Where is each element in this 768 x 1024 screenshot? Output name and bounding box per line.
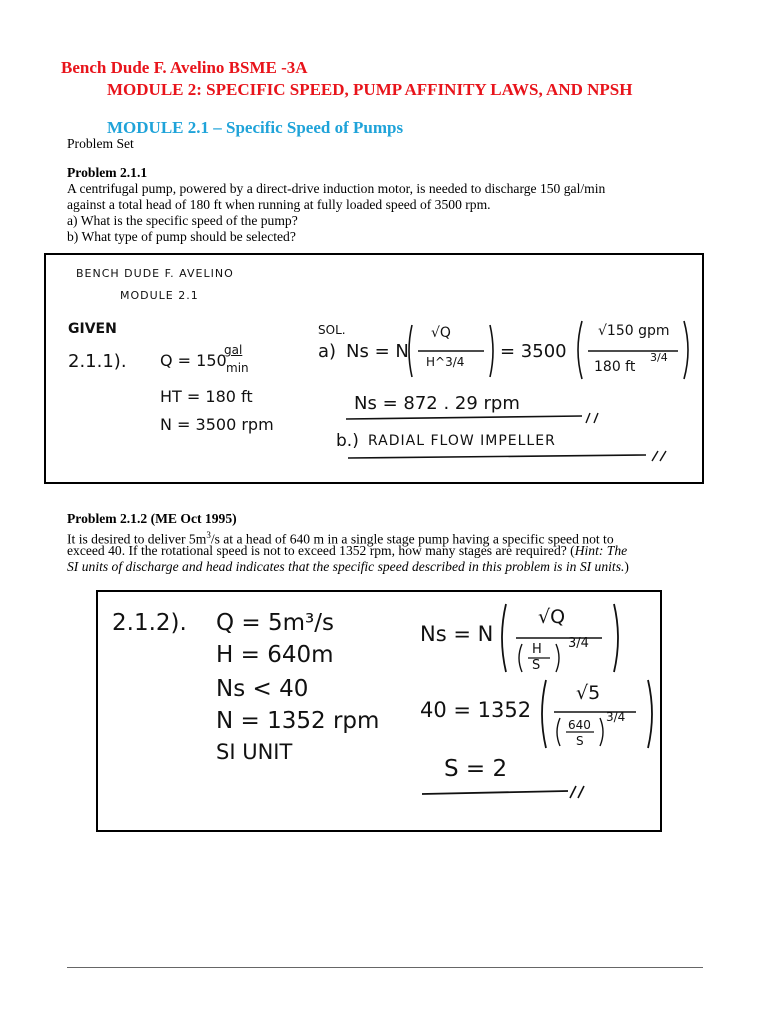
solution-1-ns-equation: Ns = N xyxy=(346,341,409,362)
solution-1-answer-underline xyxy=(346,449,676,463)
problem-2-line2: exceed 40. If the rotational speed is not to exceed 1352 rpm, how many stages are required? (Hint: The xyxy=(67,543,628,558)
problem-2-line1: It is desired to deliver $5m^3/s$ at a head of 640 m in a single stage pump having a specific speed not to xyxy=(67,530,614,547)
solution-2-si-unit: SI UNIT xyxy=(216,740,293,764)
handwritten-solution-1 xyxy=(44,253,704,484)
solution-1-name: BENCH DUDE F. AVELINO xyxy=(76,267,234,280)
problem-2-heading: Problem 2.1.2 (ME Oct 1995) xyxy=(67,511,237,526)
problem-1-line1: A centrifugal pump, powered by a direct-drive induction motor, is needed to discharge 150 gal/min xyxy=(67,181,606,196)
problem-1-question-a: a) What is the specific speed of the pump? xyxy=(67,213,298,228)
solution-2-exponent-b: 3/4 xyxy=(606,710,626,724)
solution-1-module: MODULE 2.1 xyxy=(120,289,199,302)
solution-1-180ft: 180 ft xyxy=(594,359,636,375)
solution-1-h-three-quarters: H^3/4 xyxy=(426,355,465,369)
solution-1-number: 2.1.1). xyxy=(68,351,127,372)
problem-2-line3: SI units of discharge and head indicates that the specific speed described in this problem is in SI units.) xyxy=(67,559,629,574)
problem-set-label: Problem Set xyxy=(67,136,134,151)
solution-2-ns: Ns < 40 xyxy=(216,676,309,702)
solution-2-equation-40: 40 = 1352 xyxy=(420,698,532,722)
solution-1-result-underline xyxy=(342,411,612,425)
solution-2-640: 640 xyxy=(568,718,591,732)
solution-1-equals-3500: = 3500 xyxy=(500,341,567,362)
problem-1-question-b: b) What type of pump should be selected? xyxy=(67,229,296,244)
solution-1-result: Ns = 872 . 29 rpm xyxy=(354,393,520,414)
footer-divider xyxy=(67,967,703,968)
solution-2-result: S = 2 xyxy=(444,756,508,782)
solution-2-number: 2.1.2). xyxy=(112,610,187,636)
solution-2-q: Q = 5m³/s xyxy=(216,610,334,636)
solution-1-sol-label: SOL. xyxy=(318,323,346,337)
solution-1-part-a: a) xyxy=(318,341,337,362)
solution-1-q: Q = 150 xyxy=(160,351,227,370)
solution-2-ns-equation: Ns = N xyxy=(420,622,494,646)
problem-1-heading: Problem 2.1.1 xyxy=(67,165,148,180)
solution-1-q-unit-bottom: min xyxy=(226,361,249,375)
solution-2-s: S xyxy=(532,658,541,673)
solution-2-h: H = 640m xyxy=(216,642,334,668)
solution-2-h: H xyxy=(532,642,542,657)
solution-1-sqrt-q: √Q xyxy=(431,325,451,341)
solution-2-sqrt-5: √5 xyxy=(576,682,601,704)
solution-1-n: N = 3500 rpm xyxy=(160,415,274,434)
solution-1-q-unit-top: gal xyxy=(224,343,243,357)
solution-2-sqrt-q: √Q xyxy=(538,606,566,628)
solution-1-answer-b: RADIAL FLOW IMPELLER xyxy=(368,433,556,449)
solution-2-result-underline xyxy=(418,784,598,800)
submodule-title: MODULE 2.1 – Specific Speed of Pumps xyxy=(107,118,404,137)
problem-1-line2: against a total head of 180 ft when running at fully loaded speed of 3500 rpm. xyxy=(67,197,491,212)
solution-1-fraction-q-h xyxy=(406,321,496,381)
solution-2-n: N = 1352 rpm xyxy=(216,708,380,734)
solution-2-s-denominator: S xyxy=(576,734,584,748)
solution-2-exponent-a: 3/4 xyxy=(568,636,589,651)
solution-1-part-b: b.) xyxy=(336,431,359,451)
solution-1-ht: HT = 180 ft xyxy=(160,387,253,406)
module-title: MODULE 2: SPECIFIC SPEED, PUMP AFFINITY LAWS, AND NPSH xyxy=(107,80,633,99)
solution-1-sqrt-150: √150 gpm xyxy=(598,323,670,339)
author-line: Bench Dude F. Avelino BSME -3A xyxy=(61,58,308,77)
handwritten-solution-2 xyxy=(96,590,662,832)
solution-1-given-label: GIVEN xyxy=(68,321,117,337)
solution-1-exponent: 3/4 xyxy=(650,351,668,364)
